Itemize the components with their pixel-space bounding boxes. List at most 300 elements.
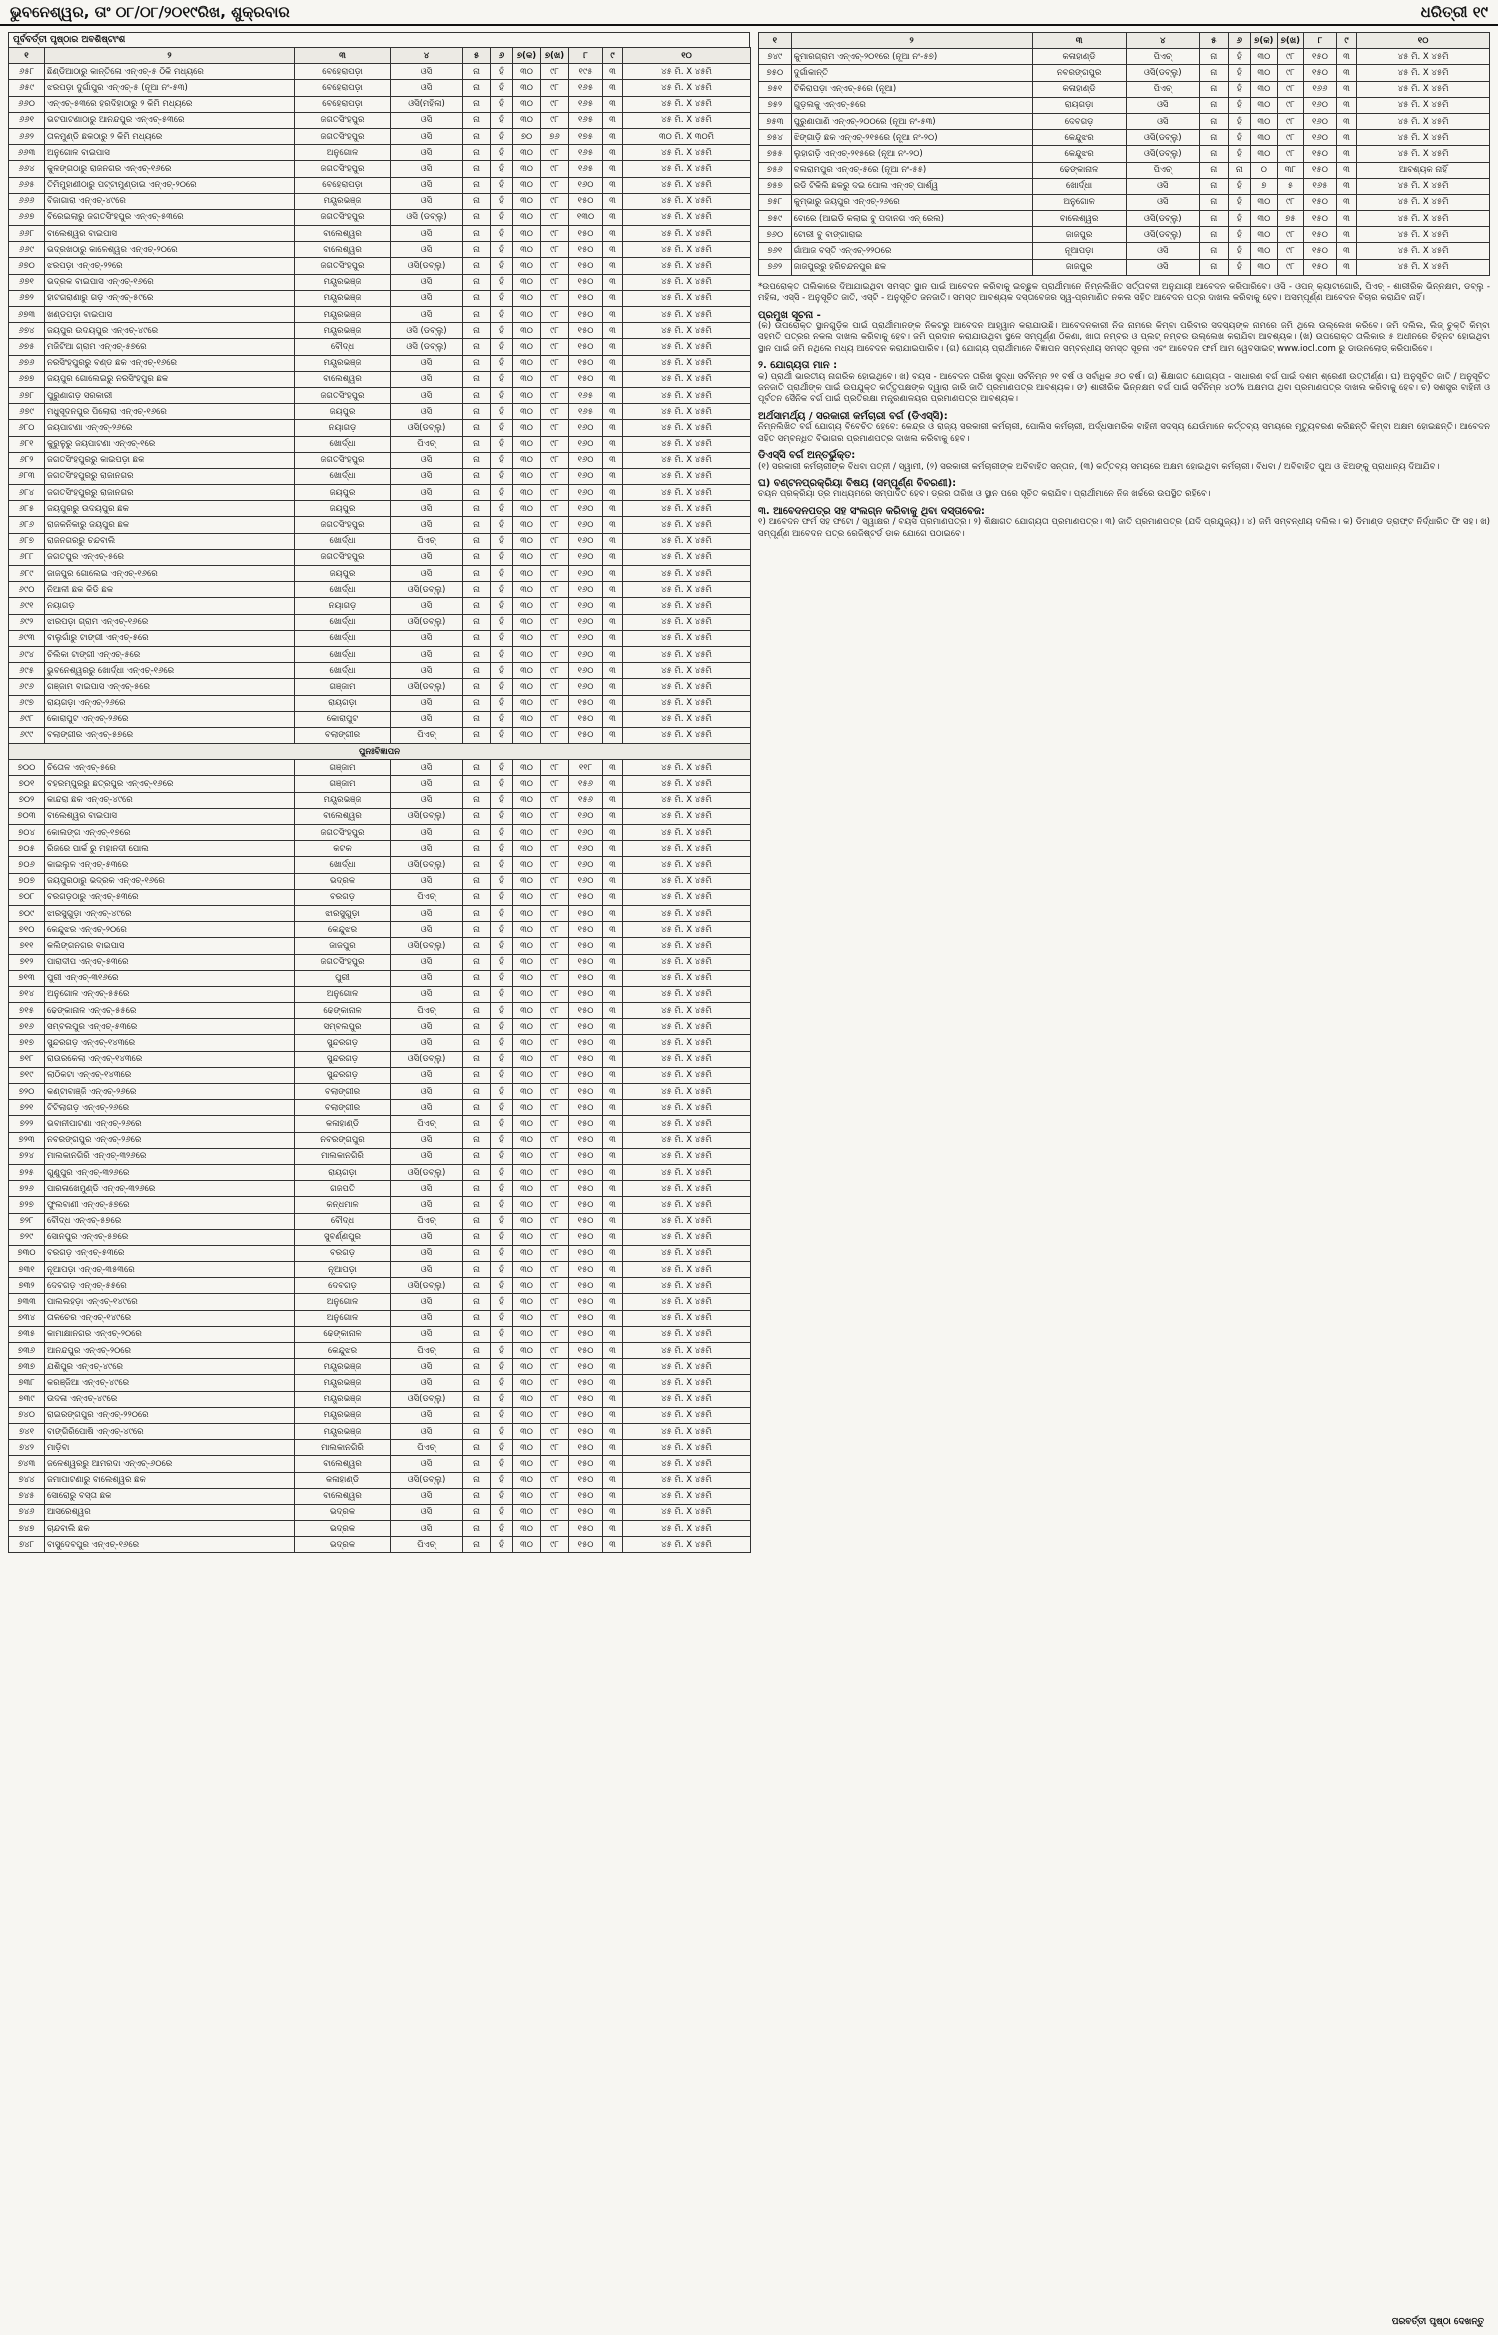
table-cell: ସୋନପୁର ଏନ୍‌ଏଚ୍-୫୭ରେ — [45, 1229, 295, 1245]
table-cell: ହଁ — [1228, 259, 1250, 275]
table-cell: ୩୦ — [513, 468, 541, 484]
table-cell: ହଁ — [491, 1132, 513, 1148]
table-cell: ୩ — [603, 938, 623, 954]
table-cell: ଖୋର୍ଦ୍ଧା — [295, 663, 391, 679]
table-cell: ନା — [463, 193, 491, 209]
table-cell: ୯୮ — [541, 760, 569, 776]
table-row — [9, 1488, 751, 1504]
table-cell: ହଁ — [491, 258, 513, 274]
table-cell: ଝିଙ୍ଗାଡ଼ି ଛକ ଏନ୍‌ଏଚ୍-୨୧୫ରେ (ନୂଆ ନଂ-୨୦) — [791, 130, 1032, 146]
table-cell: ମାଲକାନଗିରି — [295, 1440, 391, 1456]
table-cell: ହଁ — [491, 452, 513, 468]
column-header: ୧ — [9, 48, 45, 64]
table-cell: ୧୬୫ — [569, 80, 603, 96]
table-cell: ହଁ — [491, 1084, 513, 1100]
table-cell: ବାଲୁଗାଁରୁ ଟାଙ୍ଗୀ ଏନ୍‌ଏଚ୍-୫ରେ — [45, 630, 295, 646]
table-cell: ୩ — [603, 1229, 623, 1245]
table-cell: ନା — [1200, 178, 1229, 194]
table-cell: ୯୮ — [541, 598, 569, 614]
table-cell: ୧୫୦ — [569, 1245, 603, 1261]
table-row — [9, 64, 751, 80]
table-cell: ୩୦ — [513, 727, 541, 743]
table-cell: ୭୬ — [541, 128, 569, 144]
table-cell: ୩୦ — [513, 1229, 541, 1245]
table-cell: ଗାଁଆଜ ବସ୍ତି ଏନ୍‌ଏଚ୍-୨୨୦ରେ — [791, 243, 1032, 259]
table-cell: ୩୦ — [513, 1488, 541, 1504]
table-cell: ୪୫ ମି. X ୪୫ମି — [623, 549, 751, 565]
table-cell: ୬୬୬ — [9, 193, 45, 209]
table-row — [9, 420, 751, 436]
table-cell: ଅନୁଗୋଳ ବାଇପାସ — [45, 145, 295, 161]
table-cell: ୯୮ — [541, 905, 569, 921]
dateline: ଭୁବନେଶ୍ୱର, ତାଂ ୦୮/୦୮/୨୦୧୯ରିଖ, ଶୁକ୍ରବାର — [10, 3, 290, 21]
table-cell: ୩ — [603, 679, 623, 695]
table-cell: ୪୫ ମି. X ୪୫ମି — [623, 145, 751, 161]
table-cell: ୪୫ ମି. X ୪୫ମି — [623, 404, 751, 420]
table-cell: ଓସି — [391, 193, 463, 209]
table-cell: ନା — [463, 1343, 491, 1359]
table-cell: ସୁନ୍ଦରଗଡ଼ ଏନ୍‌ଏଚ୍-୧୪୩ରେ — [45, 1035, 295, 1051]
table-cell: ତାଳମୁଣ୍ଡି ଛକଠାରୁ ୨ କିମି ମଧ୍ୟରେ — [45, 128, 295, 144]
table-cell: ୯୮ — [541, 954, 569, 970]
table-cell: ଜୟପୁର ଗୋଲେଇରୁ ନରସିଂହପୁର ଛକ — [45, 371, 295, 387]
table-cell: ୧୫୦ — [569, 1391, 603, 1407]
table-cell: ଓସି(ଡବ୍ଲୁ) — [391, 808, 463, 824]
table-cell: ଓସି — [391, 1197, 463, 1213]
table-cell: ଓସି — [391, 1407, 463, 1423]
table-cell: ୪୫ ମି. X ୪୫ମି — [623, 1262, 751, 1278]
table-cell: ୪୫ ମି. X ୪୫ମି — [623, 485, 751, 501]
table-row — [9, 1132, 751, 1148]
table-cell: ମୟୂରଭଞ୍ଜ — [295, 1391, 391, 1407]
table-row — [9, 1019, 751, 1035]
table-cell: ୧୫୦ — [569, 1537, 603, 1553]
table-cell: ହଁ — [491, 112, 513, 128]
table-cell: ହଁ — [491, 549, 513, 565]
table-cell: ହଁ — [491, 679, 513, 695]
table-cell: ୯୮ — [541, 549, 569, 565]
table-cell: ୪୫ ମି. X ୪୫ମି — [623, 242, 751, 258]
table-cell: ୧୫୦ — [569, 290, 603, 306]
table-cell: ୧୫୦ — [569, 1067, 603, 1083]
table-cell: ଓସି — [391, 452, 463, 468]
table-cell: ୪୫ ମି. X ୪୫ମି — [623, 905, 751, 921]
table-cell: ୧୬୫ — [569, 112, 603, 128]
table-cell: ୪୫ ମି. X ୪୫ମି — [623, 1132, 751, 1148]
table-cell: ସୋରୋରୁ ବସ୍ତା ଛକ — [45, 1488, 295, 1504]
table-cell: ୧୫୦ — [569, 1504, 603, 1520]
table-cell: ୬୭୨ — [9, 290, 45, 306]
table-cell: ୧୫୦ — [569, 922, 603, 938]
table-cell: ୭୫୯ — [759, 211, 792, 227]
table-cell: ଜଗତସିଂହପୁରରୁ ରାଜାନଗର — [45, 485, 295, 501]
table-row — [9, 96, 751, 112]
table-cell: ୬୯୧ — [9, 598, 45, 614]
table-cell: ୯୮ — [541, 226, 569, 242]
table-cell: ୬୬୫ — [9, 177, 45, 193]
table-row — [9, 905, 751, 921]
table-cell: ୩ — [603, 727, 623, 743]
table-cell: ୪୫ ମି. X ୪୫ମି — [623, 1472, 751, 1488]
table-cell: ଜଗତସିଂହପୁରରୁ କାଇପଡ଼ା ଛକ — [45, 452, 295, 468]
table-cell: ୧୭୫ — [569, 128, 603, 144]
table-cell: ୩୦ — [513, 420, 541, 436]
table-cell: ମୟୂରଭଞ୍ଜ — [295, 193, 391, 209]
table-cell: ୯୮ — [541, 1035, 569, 1051]
table-cell: ଓସି — [391, 986, 463, 1002]
table-cell: ୪୫ ମି. X ୪୫ମି — [623, 922, 751, 938]
table-cell: ୩୦ — [513, 1343, 541, 1359]
table-cell: ୭୨୬ — [9, 1181, 45, 1197]
table-cell: ଝରପଡ଼ା ଦୁର୍ଗାପୁର ଏନ୍‌ଏଚ୍-୫ (ନୂଆ ନଂ-୫୩) — [45, 80, 295, 96]
table-cell: ୧୫୦ — [1304, 146, 1337, 162]
table-cell: ନା — [463, 1100, 491, 1116]
table-cell: ଜଗତସିଂହପୁର — [295, 112, 391, 128]
table-cell: ୭୩୧ — [9, 1262, 45, 1278]
table-cell: ୧୫୦ — [569, 727, 603, 743]
table-row — [9, 1245, 751, 1261]
table-cell: ୧୫୦ — [569, 954, 603, 970]
table-cell: ୩ — [1336, 146, 1356, 162]
table-cell: ନା — [463, 1488, 491, 1504]
table-cell: ୩୦ — [513, 1375, 541, 1391]
table-cell: ୯୮ — [541, 1537, 569, 1553]
table-cell: ୭୫୬ — [759, 162, 792, 178]
table-cell: ଓସି — [391, 161, 463, 177]
table-cell: ବେହେରାପଡ଼ା — [295, 64, 391, 80]
table-cell: ଓସି — [391, 1035, 463, 1051]
table-row — [9, 857, 751, 873]
table-cell: ୧୬୦ — [569, 566, 603, 582]
table-cell: ୭୬୧ — [759, 243, 792, 259]
table-cell: ଗଞ୍ଜାମ ବାଇପାସ ଏନ୍‌ଏଚ୍-୫ରେ — [45, 679, 295, 695]
table-cell: ଭଟପାଟଣାଠାରୁ ଆନନ୍ଦପୁର ଏନ୍‌ଏଚ୍-୫୩ରେ — [45, 112, 295, 128]
table-row — [9, 1359, 751, 1375]
table-cell: ୩୦ — [513, 646, 541, 662]
table-cell: କାମାକ୍ଷାନଗର ଏନ୍‌ଏଚ୍-୨୦ରେ — [45, 1326, 295, 1342]
table-cell: ନୂଆପଡ଼ା ଏନ୍‌ଏଚ୍-୩୫୩ରେ — [45, 1262, 295, 1278]
table-cell: ୧୫୬ — [569, 776, 603, 792]
table-cell: ବେହେରାପଡ଼ା — [295, 80, 391, 96]
table-cell: ନା — [463, 404, 491, 420]
table-cell: ୩ — [603, 825, 623, 841]
table-cell: ହଁ — [491, 323, 513, 339]
table-cell: ୪୫ ମି. X ୪୫ମି — [623, 1035, 751, 1051]
table-cell: ହଁ — [491, 825, 513, 841]
table-cell: ଓସି — [391, 1019, 463, 1035]
table-cell: ୪୫ ମି. X ୪୫ମି — [623, 355, 751, 371]
table-cell: ୭୫୦ — [759, 65, 792, 81]
table-row — [759, 146, 1490, 162]
table-cell: ୪୫ ମି. X ୪୫ମି — [623, 436, 751, 452]
table-cell: ଜୟପୁର — [295, 485, 391, 501]
table-cell: ଓସି — [391, 1294, 463, 1310]
table-cell: ୩ — [1336, 243, 1356, 259]
table-cell: ନା — [463, 598, 491, 614]
table-cell: ଓସି(ଡବ୍ଲୁ) — [1126, 130, 1200, 146]
table-cell: ୧୬୫ — [569, 145, 603, 161]
table-cell: କଳାହାଣ୍ଡି — [295, 1116, 391, 1132]
table-cell: ୪୫ ମି. X ୪୫ମି — [623, 1245, 751, 1261]
table-cell: ଜଗତସିଂହପୁର — [295, 128, 391, 144]
table-cell: ୩ — [603, 1278, 623, 1294]
table-cell: ନା — [463, 1440, 491, 1456]
table-cell: ଓସି — [391, 566, 463, 582]
table-cell: ଖୋର୍ଦ୍ଧା — [295, 533, 391, 549]
column-header: ୩ — [295, 48, 391, 64]
table-cell: ୬୬୯ — [9, 242, 45, 258]
table-cell: ୩ — [603, 841, 623, 857]
table-cell: ୩ — [1336, 259, 1356, 275]
table-cell: ୪୫ ମି. X ୪୫ମି — [623, 1375, 751, 1391]
table-cell: ୩୦ — [513, 161, 541, 177]
table-cell: ଓସି — [391, 355, 463, 371]
table-cell: ୧୫୦ — [569, 1003, 603, 1019]
table-cell: ଦେବଗଡ଼ — [1032, 113, 1126, 129]
table-cell: ୩ — [1336, 81, 1356, 97]
table-cell: ୩୦ — [513, 1326, 541, 1342]
table-cell: ଓସି — [391, 760, 463, 776]
table-cell: ଓସି — [391, 485, 463, 501]
table-cell: ହଁ — [491, 1326, 513, 1342]
table-cell: ୭୦୨ — [9, 792, 45, 808]
table-cell: ୧୫୦ — [569, 371, 603, 387]
table-row — [9, 808, 751, 824]
table-cell: ୩ — [603, 646, 623, 662]
table-cell: ୧୬୦ — [569, 533, 603, 549]
table-cell: ୯୮ — [541, 776, 569, 792]
table-cell: ଜଗତସିଂହପୁର — [295, 825, 391, 841]
table-cell: ୩୦ — [513, 485, 541, 501]
table-cell: ନା — [463, 922, 491, 938]
table-cell: ୧୫୦ — [569, 355, 603, 371]
table-cell: ୪୫ ମି. X ୪୫ମି — [623, 954, 751, 970]
table-cell: ୩ — [603, 1407, 623, 1423]
table-cell: ୩୦ — [513, 1391, 541, 1407]
table-cell: ହଁ — [491, 517, 513, 533]
table-cell: ହଁ — [491, 387, 513, 403]
table-cell: ମୟୂରଭଞ୍ଜ — [295, 1407, 391, 1423]
table-cell: ୩ — [603, 776, 623, 792]
table-row — [759, 243, 1490, 259]
table-cell: ନା — [463, 258, 491, 274]
table-cell: ହଁ — [1228, 243, 1250, 259]
table-cell: ୪୫ ମି. X ୪୫ମି — [623, 1181, 751, 1197]
table-cell: ୩୦ — [513, 711, 541, 727]
table-cell: ନା — [463, 1116, 491, 1132]
table-cell: ୧୫୬ — [569, 792, 603, 808]
table-cell: ୬୬୮ — [9, 226, 45, 242]
table-cell: ୯୮ — [541, 938, 569, 954]
left-table — [8, 47, 751, 1553]
table-cell: ୩ — [603, 1391, 623, 1407]
table-cell: ୩ — [603, 630, 623, 646]
table-cell: କରଞ୍ଜିଆ ଏନ୍‌ଏଚ୍-୪୯ରେ — [45, 1375, 295, 1391]
table-cell: ଓସି(ଡବ୍ଲୁ) — [1126, 227, 1200, 243]
table-cell: ହଁ — [491, 711, 513, 727]
table-cell: ଜଗତସିଂହପୁର — [295, 387, 391, 403]
table-cell: ୩ — [603, 663, 623, 679]
table-cell: ୧୫୦ — [569, 1035, 603, 1051]
table-cell: ଖୋର୍ଦ୍ଧା — [295, 630, 391, 646]
table-cell: ୩ — [603, 436, 623, 452]
table-cell: ୩୦ — [513, 808, 541, 824]
table-cell: ୯୮ — [1277, 259, 1304, 275]
table-cell: ୭୫୧ — [759, 81, 792, 97]
table-cell: ଅନୁଗୋଳ — [295, 145, 391, 161]
table-cell: ୩୦ — [513, 1132, 541, 1148]
table-cell: ଓସି (ଡବ୍ଲୁ) — [391, 339, 463, 355]
table-row — [9, 582, 751, 598]
table-cell: ୭୫୨ — [759, 97, 792, 113]
table-cell: ନା — [463, 1310, 491, 1326]
table-cell: ହଁ — [491, 468, 513, 484]
table-cell: ନା — [463, 727, 491, 743]
table-cell: ୩ — [603, 1440, 623, 1456]
table-cell: ୯୮ — [541, 339, 569, 355]
table-cell: ଓସି — [391, 1245, 463, 1261]
table-cell: ୬୯୦ — [9, 582, 45, 598]
table-cell: ହଁ — [491, 501, 513, 517]
table-cell: ୧୫୦ — [569, 258, 603, 274]
table-cell: ନା — [463, 436, 491, 452]
table-cell: ୪୫ ମି. X ୪୫ମି — [623, 1423, 751, 1439]
table-cell: ହଁ — [491, 1343, 513, 1359]
table-cell: ୩ — [603, 452, 623, 468]
table-cell: ହଁ — [491, 1407, 513, 1423]
table-cell: ୬୭୭ — [9, 371, 45, 387]
table-cell: ୬୮୯ — [9, 566, 45, 582]
table-cell: ୬୯୯ — [9, 727, 45, 743]
table-cell: ହଁ — [491, 938, 513, 954]
table-cell: ୯୮ — [541, 1504, 569, 1520]
table-cell: ୭୪୪ — [9, 1472, 45, 1488]
table-cell: ଓସି(ଡବ୍ଲୁ) — [391, 857, 463, 873]
table-cell: ବାଲେଶ୍ୱର ବାଇପାସ — [45, 226, 295, 242]
table-row — [9, 630, 751, 646]
table-cell: ୧୫୦ — [1304, 194, 1337, 210]
table-cell: ୩୦ — [513, 1213, 541, 1229]
table-cell: ୯୮ — [541, 177, 569, 193]
table-cell: ଓସି — [1126, 113, 1200, 129]
table-cell: ଆସରେଶ୍ୱର — [45, 1504, 295, 1520]
table-cell: ଅନୁଗୋଳ ଏନ୍‌ଏଚ୍-୫୫ରେ — [45, 986, 295, 1002]
table-cell: ୧୫୦ — [569, 1326, 603, 1342]
table-cell: ଗଞ୍ଜାମ — [295, 760, 391, 776]
table-row — [9, 1116, 751, 1132]
table-cell: ୭୩୬ — [9, 1343, 45, 1359]
table-cell: ୯୮ — [541, 274, 569, 290]
table-cell: ୬୫୯ — [9, 80, 45, 96]
table-cell: ୩ — [1336, 162, 1356, 178]
table-cell: ୧୬୦ — [1304, 130, 1337, 146]
table-cell: ୩୦ — [513, 760, 541, 776]
table-cell: ପୁରୀ ଏନ୍‌ଏଚ୍-୩୧୬ରେ — [45, 970, 295, 986]
table-row — [9, 954, 751, 970]
table-cell: ୩ — [603, 1213, 623, 1229]
table-cell: ନା — [463, 387, 491, 403]
table-cell: ୩ — [603, 64, 623, 80]
table-cell: ୪୫ ମି. X ୪୫ମି — [623, 663, 751, 679]
table-cell: ହଁ — [491, 274, 513, 290]
table-cell: ୩୦ — [1251, 227, 1278, 243]
table-row — [9, 1278, 751, 1294]
table-cell: ୯୮ — [541, 420, 569, 436]
table-cell: ହଁ — [491, 1504, 513, 1520]
table-row — [9, 258, 751, 274]
table-cell: ନା — [463, 549, 491, 565]
table-cell: କୁଳଙ୍ଗଠାରୁ ରାଜନଗର ଏନ୍‌ଏଚ୍-୧୬ରେ — [45, 161, 295, 177]
table-cell: ୧୫୦ — [569, 711, 603, 727]
table-cell: ୩ — [603, 1197, 623, 1213]
table-cell: ହଁ — [491, 242, 513, 258]
table-cell: ପୁରୀ — [295, 970, 391, 986]
table-cell: ୩ — [603, 889, 623, 905]
table-row — [9, 193, 751, 209]
table-cell: ହଁ — [1228, 194, 1250, 210]
continued-label: ପୂର୍ବବର୍ତ୍ତୀ ପୃଷ୍ଠାର ଅବଶିଷ୍ଟାଂଶ — [8, 32, 750, 47]
table-row — [759, 259, 1490, 275]
table-cell: ୯୮ — [541, 501, 569, 517]
table-cell: ନା — [463, 355, 491, 371]
table-cell: ଝାରସୁଗୁଡ଼ା — [295, 905, 391, 921]
table-cell: ୪୫ ମି. X ୪୫ମି — [623, 96, 751, 112]
table-cell: ୯୮ — [541, 64, 569, 80]
table-cell: ଓସି — [391, 873, 463, 889]
table-cell: ୪୫ ମି. X ୪୫ମି — [623, 566, 751, 582]
table-cell: ୩୦ — [513, 614, 541, 630]
table-cell: ଓସି — [1126, 97, 1200, 113]
table-cell: ନା — [463, 970, 491, 986]
table-cell: ୪୫ ମି. X ୪୫ମି — [623, 80, 751, 96]
table-cell: ୩ — [603, 1132, 623, 1148]
table-cell: ଭଦ୍ରକ — [295, 873, 391, 889]
table-row — [9, 242, 751, 258]
table-cell: ସୁନ୍ଦରଗଡ଼ — [295, 1035, 391, 1051]
table-row — [9, 873, 751, 889]
table-cell: ୯୮ — [541, 808, 569, 824]
table-cell: ୧୫୦ — [569, 1472, 603, 1488]
table-cell: କୁମାରଗ୍ରାମ ଏନ୍‌ଏଚ୍-୨୦୧ରେ (ନୂଆ ନଂ-୫୭) — [791, 49, 1032, 65]
table-cell: ୩ — [603, 873, 623, 889]
table-cell: ନା — [463, 986, 491, 1002]
table-cell: ହଁ — [491, 873, 513, 889]
table-cell: ହଁ — [491, 404, 513, 420]
table-cell: ନା — [463, 1003, 491, 1019]
table-cell: ବାଲେଶ୍ୱର — [295, 371, 391, 387]
table-cell: ହଁ — [491, 1262, 513, 1278]
table-cell: ୧୫୦ — [569, 1375, 603, 1391]
table-cell: ପିଏଚ୍ — [391, 1440, 463, 1456]
table-row — [759, 162, 1490, 178]
table-cell: ୩ — [603, 1326, 623, 1342]
table-cell: ୯୮ — [541, 1310, 569, 1326]
table-cell: ପିଏଚ୍ — [1126, 81, 1200, 97]
table-cell: ବାଙ୍ଗିରିପୋଷି ଏନ୍‌ଏଚ୍-୪୯ରେ — [45, 1423, 295, 1439]
table-cell: ୯୮ — [541, 1051, 569, 1067]
table-cell: ୧୫୦ — [569, 1407, 603, 1423]
table-cell: ୪୫ ମି. X ୪୫ମି — [1357, 194, 1490, 210]
table-cell: ୭୦୪ — [9, 825, 45, 841]
table-cell: ଓସି — [391, 1310, 463, 1326]
table-cell: ୭୩୭ — [9, 1359, 45, 1375]
table-cell: ମଧୁସୂଦନପୁର ପିଲୋରା ଏନ୍‌ଏଚ୍-୧୬ରେ — [45, 404, 295, 420]
table-cell: ୩୦ — [513, 549, 541, 565]
table-row — [9, 760, 751, 776]
table-cell: ଓସି(ଡବ୍ଲୁ) — [391, 1391, 463, 1407]
table-cell: ୩୦ — [513, 533, 541, 549]
table-cell: ନା — [463, 1326, 491, 1342]
